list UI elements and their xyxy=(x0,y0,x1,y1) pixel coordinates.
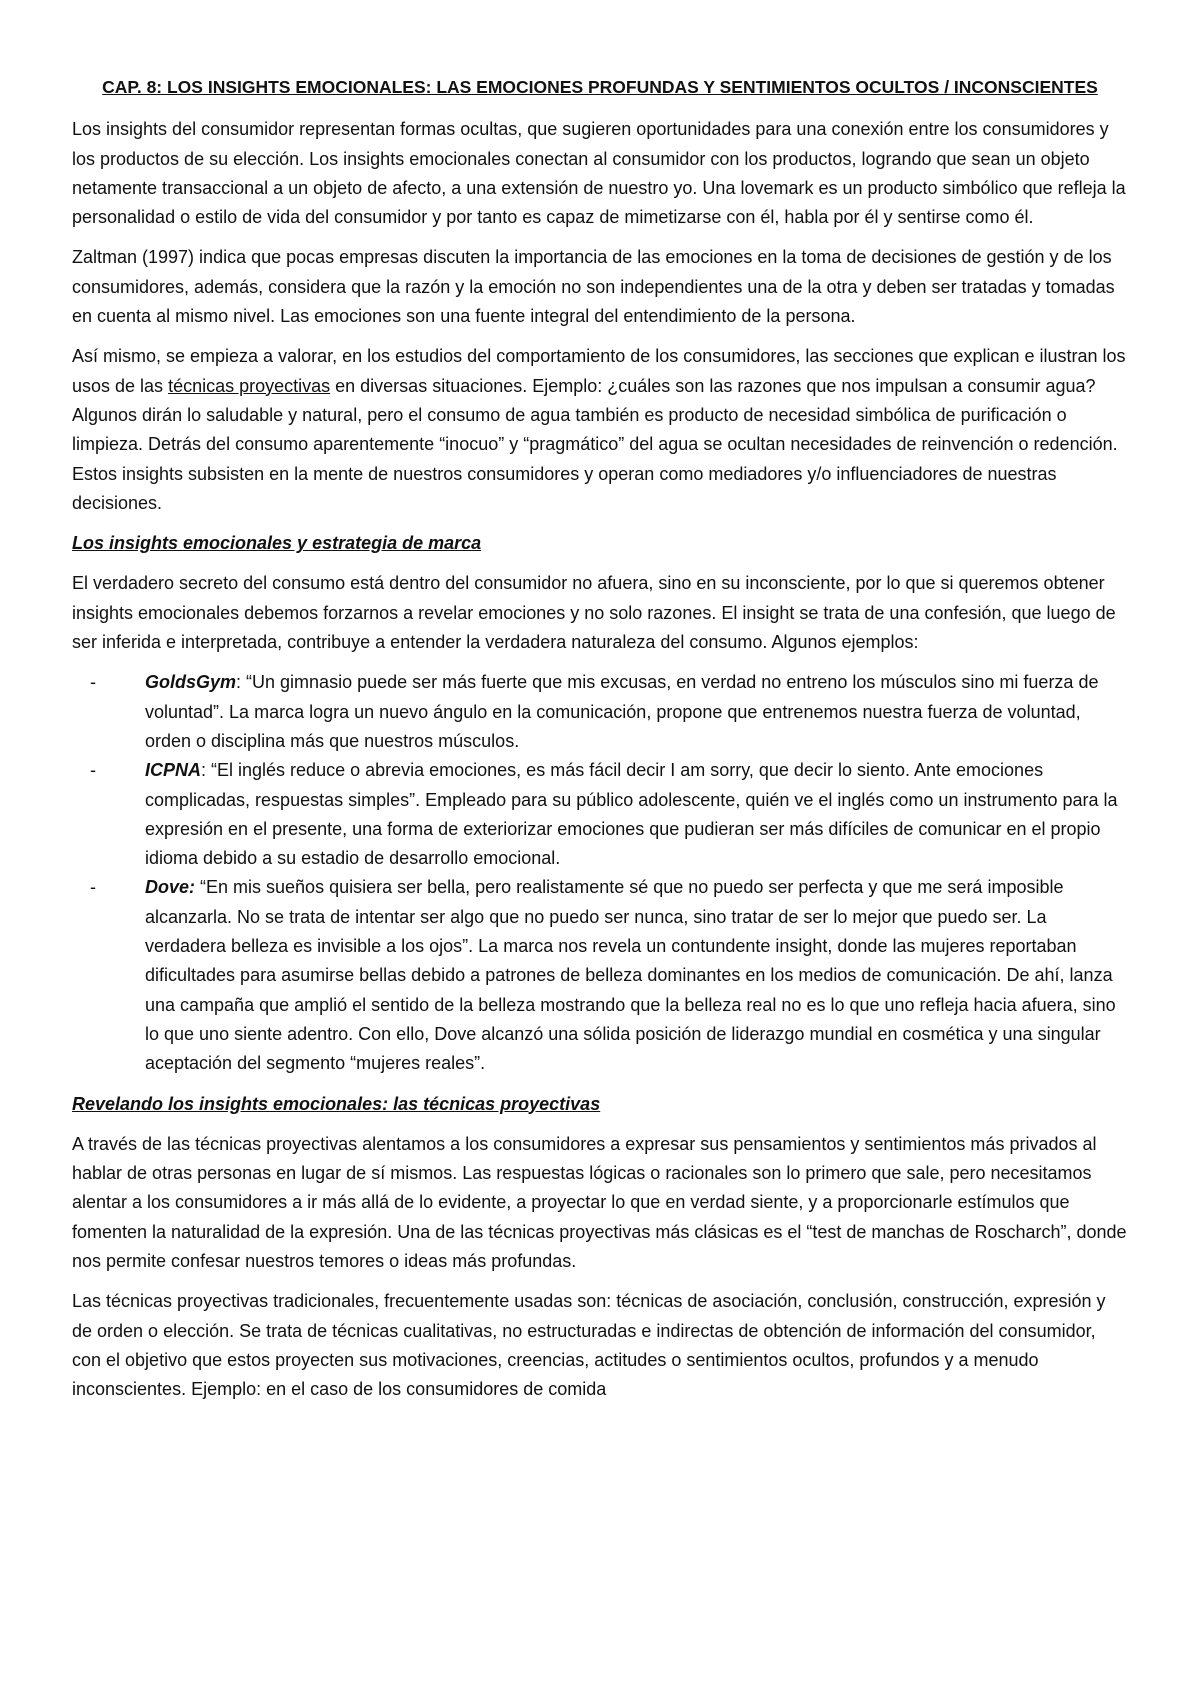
paragraph-text-after: en diversas situaciones. Ejemplo: ¿cuáles son las razones que nos impulsan a consumir agua? Algunos dirán lo saludable y natural, pero el consumo de agua también es producto de necesidad simbólica de purificación o limpieza. Detrás del consumo aparentemente “inocuo” y “pragmático” del agua se ocultan necesidades de reinvención o redención. Estos insights subsisten en la mente de nuestros consumidores y operan como mediadores y/o influenciadores de nuestras decisiones. xyxy=(72,375,1118,513)
section-heading-brand-strategy: Los insights emocionales y estrategia de marca xyxy=(72,533,482,554)
brand-name: GoldsGym xyxy=(145,672,237,693)
brand-strategy-intro: El verdadero secreto del consumo está dentro del consumidor no afuera, sino en su inconsciente, por lo que si queremos obtener insights emocionales debemos forzarnos a revelar emociones y no solo razones. El insight se trata de una confesión, que luego de ser inferida e interpretada, contribuye a entender la verdadera naturaleza del consumo. Algunos ejemplos: xyxy=(72,573,1116,653)
dash-bullet: - xyxy=(90,877,96,898)
dash-bullet: - xyxy=(90,760,96,781)
list-item-goldsgym xyxy=(72,668,1128,756)
list-item-dove xyxy=(72,873,1128,1078)
projective-intro-paragraph: A través de las técnicas proyectivas alentamos a los consumidores a expresar sus pensamientos y sentimientos más privados al hablar de otras personas en lugar de sí mismos. Las respuestas lógicas o racionales son lo primero que sale, pero necesitamos alentar a los consumidores a ir más allá de lo evidente, a proyectar lo que en verdad siente, y a proporcionarle estímulos que fomenten la naturalidad de la expresión. Una de las técnicas proyectivas más clásicas es el “test de manchas de Roscharch”, donde nos permite confesar nuestros temores o ideas más profundas. xyxy=(72,1133,1127,1271)
brand-name: Dove: xyxy=(145,877,196,898)
list-item-icpna xyxy=(72,756,1128,873)
example-text: “En mis sueños quisiera ser bella, pero realistamente sé que no puedo ser perfecta y que me será imposible alcanzarla. No se trata de intentar ser algo que no puedo ser nunca, sino tratar de ser lo mejor que puedo ser. La verdadera belleza es invisible a los ojos”. La marca nos revela un contundente insight, donde las mujeres reportaban dificultades para asumirse bellas debido a patrones de belleza dominantes en los medios de comunicación. De ahí, lanza una campaña que amplió el sentido de la belleza mostrando que la belleza real no es lo que uno refleja hacia afuera, sino lo que uno siente adentro. Con ello, Dove alcanzó una sólida posición de liderazgo mundial en cosmética y una singular aceptación del segmento “mujeres reales”. xyxy=(145,877,1116,1074)
paragraph-text-before: Así mismo, se empieza a valorar, en los estudios del comportamiento de los consumidores, las secciones que explican e ilustran los usos de las xyxy=(72,346,1126,396)
zaltman-paragraph: Zaltman (1997) indica que pocas empresas discuten la importancia de las emociones en la toma de decisiones de gestión y de los consumidores, además, considera que la razón y la emoción no son independientes una de la otra y deben ser tratadas y tomadas en cuenta al mismo nivel. Las emociones son una fuente integral del entendimiento de la persona. xyxy=(72,247,1115,327)
traditional-techniques-paragraph: Las técnicas proyectivas tradicionales, frecuentemente usadas son: técnicas de asociación, conclusión, construcción, expresión y de orden o elección. Se trata de técnicas cualitativas, no estructuradas e indirectas de obtención de información del consumidor, con el objetivo que estos proyecten sus motivaciones, creencias, actitudes o sentimientos ocultos, profundos y a menudo inconscientes. Ejemplo: en el caso de los consumidores de comida xyxy=(72,1291,1106,1400)
chapter-title: CAP. 8: LOS INSIGHTS EMOCIONALES: LAS EMOCIONES PROFUNDAS Y SENTIMIENTOS OCULTOS / INCONSCIENTES xyxy=(102,77,1098,97)
projective-techniques-paragraph xyxy=(72,342,1128,518)
underlined-term: técnicas proyectivas xyxy=(168,375,331,396)
intro-paragraph: Los insights del consumidor representan formas ocultas, que sugieren oportunidades para una conexión entre los consumidores y los productos de su elección. Los insights emocionales conectan al consumidor con los productos, logrando que sean un objeto netamente transaccional a un objeto de afecto, a una extensión de nuestro yo. Una lovemark es un producto simbólico que refleja la personalidad o estilo de vida del consumidor y por tanto es capaz de mimetizarse con él, habla por él y sentirse como él. xyxy=(72,119,1126,228)
example-text: : “El inglés reduce o abrevia emociones, es más fácil decir I am sorry, que decir lo siento. Ante emociones complicadas, respuestas simples”. Empleado para su público adolescente, quién ve el inglés como un instrumento para la expresión en el presente, una forma de exteriorizar emociones que pudieran ser más difíciles de comunicar en el propio idioma debido a su estadio de desarrollo emocional. xyxy=(145,760,1118,869)
brand-name: ICPNA xyxy=(145,760,202,781)
example-text: : “Un gimnasio puede ser más fuerte que mis excusas, en verdad no entreno los músculos sino mi fuerza de voluntad”. La marca logra un nuevo ángulo en la comunicación, propone que entrenemos nuestra fuerza de voluntad, orden o disciplina más que nuestros músculos. xyxy=(145,672,1099,751)
section-heading-projective-techniques: Revelando los insights emocionales: las técnicas proyectivas xyxy=(72,1093,601,1114)
examples-list xyxy=(72,668,1128,1078)
dash-bullet: - xyxy=(90,672,96,693)
